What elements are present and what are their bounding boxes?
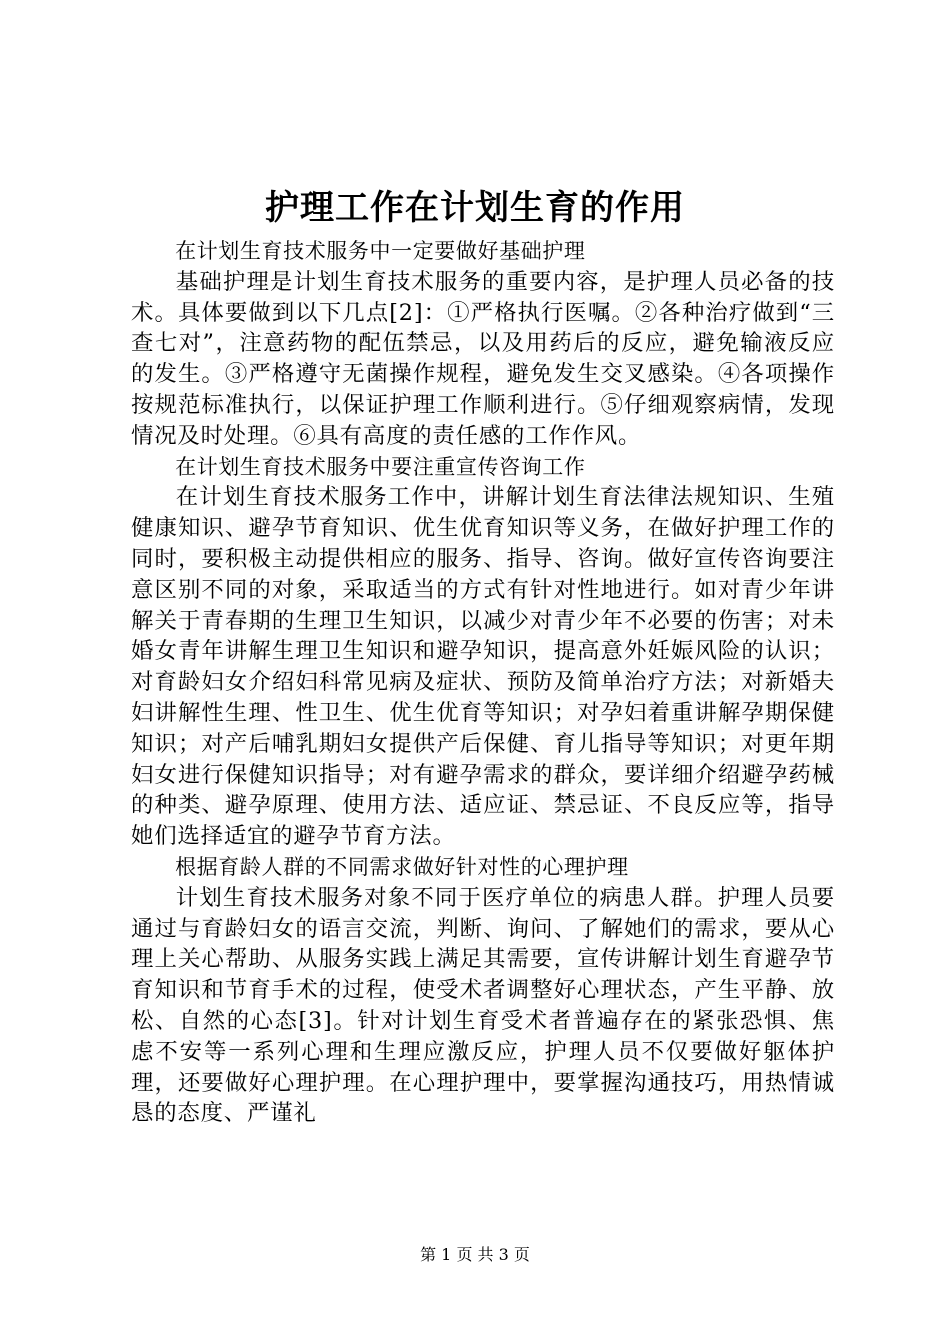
section-heading-1: 在计划生育技术服务中一定要做好基础护理 <box>175 239 586 263</box>
document-title: 护理工作在计划生育的作用 <box>265 188 685 228</box>
document-body <box>131 236 835 1129</box>
section-heading-3: 根据育龄人群的不同需求做好针对性的心理护理 <box>175 854 629 879</box>
page-footer: 第 1 页 共 3 页 <box>420 1245 530 1264</box>
section-paragraph-2: 在计划生育技术服务工作中，讲解计划生育法律法规知识、生殖健康知识、避孕节育知识、优生优育知识等义务，在做好护理工作的同时，要积极主动提供相应的服务、指导、咨询。做好宣传咨询要注意区别不同的对象，采取适当的方式有针对性地进行。如对青少年讲解关于青春期的生理卫生知识，以减少对青少年不必要的伤害；对未婚女青年讲解生理卫生知识和避孕知识，提高意外妊娠风险的认识；对育龄妇女介绍妇科常见病及症状、预防及简单治疗方法；对新婚夫妇讲解性生理、性卫生、优生优育等知识；对孕妇着重讲解孕期保健知识；对产后哺乳期妇女提供产后保健、育儿指导等知识；对更年期妇女进行保健知识指导；对有避孕需求的群众，要详细介绍避孕药械的种类、避孕原理、使用方法、适应证、禁忌证、不良反应等，指导她们选择适宜的避孕节育方法。 <box>131 484 835 850</box>
section-paragraph-3: 计划生育技术服务对象不同于医疗单位的病患人群。护理人员要通过与育龄妇女的语言交流，判断、询问、了解她们的需求，要从心理上关心帮助、从服务实践上满足其需要，宣传讲解计划生育避孕节育知识和节育手术的过程，使受术者调整好心理状态，产生平静、放松、自然的心态[3]。针对计划生育受术者普遍存在的紧张恐惧、焦虑不安等一系列心理和生理应激反应，护理人员不仅要做好躯体护理，还要做好心理护理。在心理护理中，要掌握沟通技巧，用热情诚恳的态度、严谨礼 <box>131 884 835 1127</box>
section-heading-2: 在计划生育技术服务中要注重宣传咨询工作 <box>175 454 586 479</box>
section-paragraph-1: 基础护理是计划生育技术服务的重要内容，是护理人员必备的技术。具体要做到以下几点[2]：①严格执行医嘱。②各种治疗做到“三查七对”，注意药物的配伍禁忌，以及用药后的反应，避免输液反应的发生。③严格遵守无菌操作规程，避免发生交叉感染。④各项操作按规范标准执行，以保证护理工作顺利进行。⑤仔细观察病情，发现情况及时处理。⑥具有高度的责任感的工作作风。 <box>131 268 835 449</box>
